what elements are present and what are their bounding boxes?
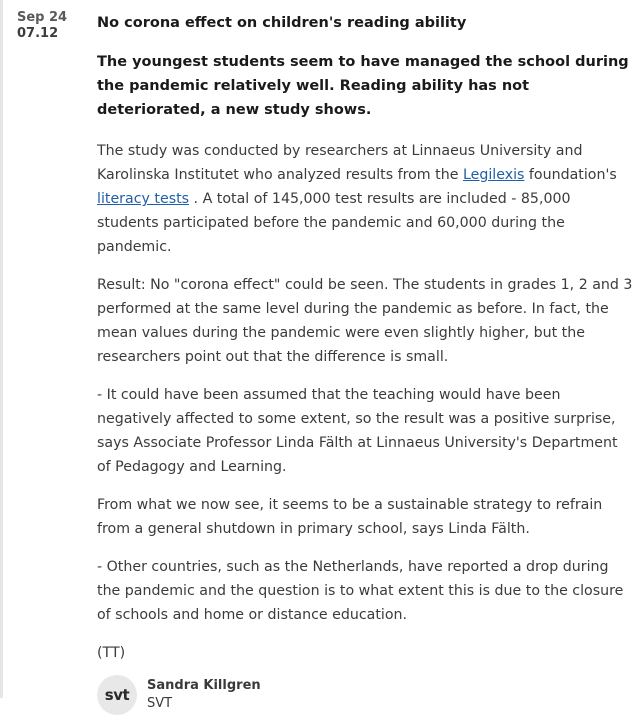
post-time: 07.12	[17, 26, 59, 41]
post-headline: No corona effect on children's reading ability	[97, 15, 467, 31]
p1-text-before: The study was conducted by researchers at Linnaeus University and Karolinska Institutet who analyzed results from the	[97, 143, 583, 183]
svt-logo-avatar	[97, 675, 137, 715]
p1-text-middle: foundation's	[524, 167, 617, 183]
literacy-tests-link[interactable]: literacy tests	[97, 191, 190, 207]
post-date: Sep 24	[17, 10, 68, 25]
left-divider	[0, 0, 3, 698]
post-timestamp	[17, 10, 87, 42]
post-lead: The youngest students seem to have managed the school during the pandemic relatively well. Reading ability has not deteriorated, a new study shows.	[97, 54, 629, 118]
p1-text-after: . A total of 145,000 test results are included - 85,000 students participated before the pandemic and 60,000 during the pandemic.	[97, 191, 571, 255]
body-paragraph-2: Result: No "corona effect" could be seen. The students in grades 1, 2 and 3 performed at the same level during the pandemic as before. In fact, the mean values during the pandemic were even slightly higher, but the researchers point out that the difference is small.	[97, 277, 633, 365]
author-info	[147, 677, 261, 713]
author-name: Sandra Killgren	[147, 678, 261, 693]
news-post	[97, 12, 633, 715]
body-paragraph-4: From what we now see, it seems to be a sustainable strategy to refrain from a general shutdown in primary school, says Linda Fälth.	[97, 497, 603, 537]
body-paragraph-3: - It could have been assumed that the teaching would have been negatively affected to some extent, so the result was a positive surprise, says Associate Professor Linda Fälth at Linnaeus University's Department of Pedagogy and Learning.	[97, 387, 618, 475]
legilexis-link[interactable]: Legilexis	[462, 167, 525, 183]
avatar-label: svt	[104, 686, 130, 704]
body-paragraph-1	[97, 139, 633, 259]
author-byline	[97, 675, 633, 715]
source-tag: (TT)	[97, 645, 126, 661]
author-organization: SVT	[147, 696, 173, 711]
body-paragraph-5: - Other countries, such as the Netherlands, have reported a drop during the pandemic and the question is to what extent this is due to the closure of schools and home or distance education.	[97, 559, 624, 623]
